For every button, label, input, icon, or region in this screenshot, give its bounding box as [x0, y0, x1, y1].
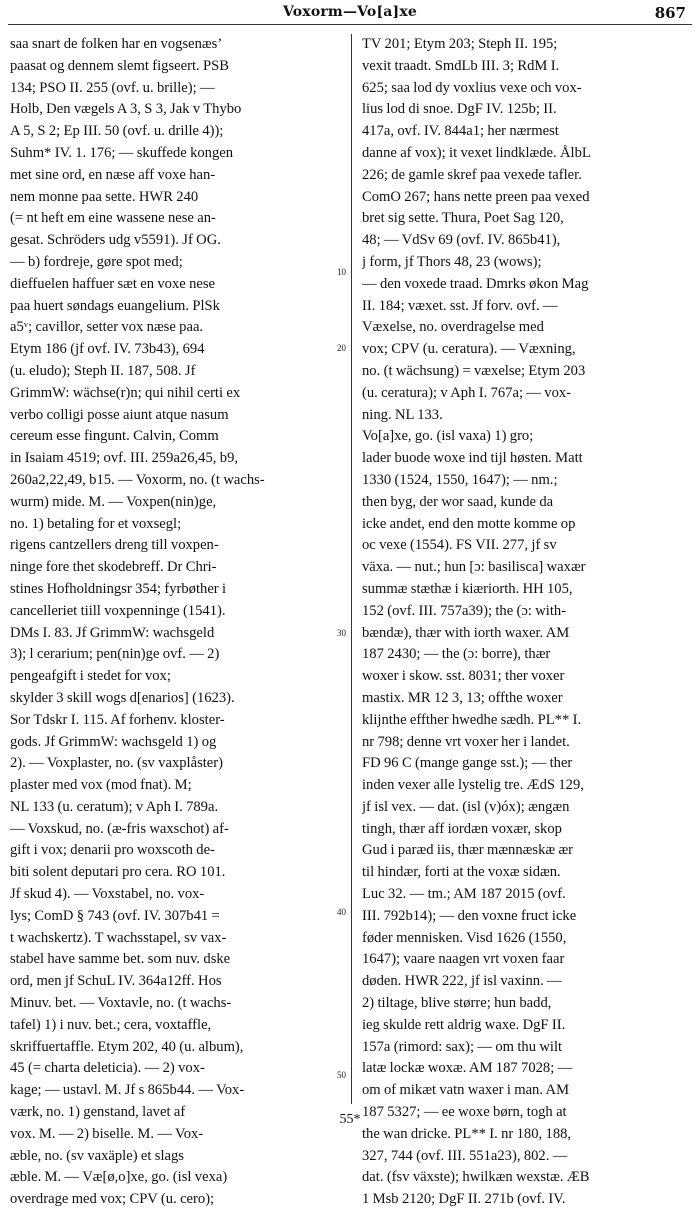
- text-line: pengeafgift i stedet for vox;: [10, 668, 171, 685]
- text-line: Luc 32. — tm.; AM 187 2015 (ovf.: [362, 886, 566, 903]
- text-line: 1 Msb 2120; DgF II. 271b (ovf. IV.: [362, 1191, 566, 1208]
- text-line: saa snart de folken har en vogsenæs’: [10, 36, 223, 52]
- text-line: bret sig sette. Thura, Poet Sag 120,: [362, 210, 564, 227]
- text-line: vox; CPV (u. ceratura). — Væxning,: [362, 341, 576, 358]
- text-line: mastix. MR 12 3, 13; offthe woxer: [362, 689, 563, 706]
- text-line: a5ᵛ; cavillor, setter vox næse paa.: [10, 319, 204, 336]
- text-line: lius lod di snoe. DgF IV. 125b; II.: [362, 101, 557, 118]
- text-line: cancelleriet tiill voxpenninge (1541).: [10, 602, 226, 619]
- text-line: icke andet, end den motte komme op: [362, 515, 576, 532]
- text-line: gesat. Schröders udg v5591). Jf OG.: [10, 232, 221, 249]
- text-line: II. 184; væxet. sst. Jf forv. ovf. —: [362, 297, 558, 314]
- text-line: 625; saa lod dy voxlius vexe och vox-: [362, 79, 582, 96]
- text-line: Vo[a]xe, go. (isl vaxa) 1) gro;: [362, 428, 534, 445]
- text-line: oc vexe (1554). FS VII. 277, jf sv: [362, 537, 557, 554]
- text-line: ord, men jf SchuL IV. 364a12ff. Hos: [10, 973, 222, 990]
- text-line: skriffuertaffle. Etym 202, 40 (u. album),: [10, 1038, 244, 1055]
- text-line: føder mennisken. Visd 1626 (1550,: [362, 929, 567, 946]
- text-line: lys; ComD § 743 (ovf. IV. 307b41 =: [10, 907, 220, 924]
- text-line: nem monne paa sette. HWR 240: [10, 188, 199, 205]
- text-line: (= nt heft em eine wassene nese an-: [10, 210, 216, 227]
- text-line: NL 133 (u. ceratum); v Aph I. 789a.: [10, 798, 219, 815]
- text-line: Suhm* IV. 1. 176; — skuffede kongen: [10, 144, 234, 161]
- text-line: tingh, thær aff iordæn voxær, skop: [362, 820, 562, 837]
- text-line: kage; — ustavl. M. Jf s 865b44. — Vox-: [10, 1082, 245, 1099]
- text-line: 48; — VdSv 69 (ovf. IV. 865b41),: [362, 232, 561, 249]
- text-line: ninge fore thet skodebreff. Dr Chri-: [10, 559, 217, 576]
- text-line: (u. eludo); Steph II. 187, 508. Jf: [10, 362, 196, 379]
- text-line: biti solent deputari pro cera. RO 101.: [10, 864, 226, 881]
- text-line: bændæ), thær with iorth waxer. AM: [362, 624, 570, 641]
- text-line: t wachskertz). T wachsstapel, sv vax-: [10, 929, 227, 946]
- text-line: woxer i skow. sst. 8031; ther voxer: [362, 668, 565, 685]
- line-number-30: 30: [337, 628, 346, 638]
- text-line: ComO 267; hans nette preen paa vexed: [362, 188, 590, 205]
- text-line: the wan dricke. PL** I. nr 180, 188,: [362, 1125, 572, 1142]
- text-line: paa huert søndags euangelium. PlSk: [10, 297, 220, 314]
- header-rule: [8, 24, 692, 25]
- text-line: jf isl vex. — dat. (isl (v)óx); ængæn: [362, 798, 570, 815]
- text-line: til hindær, forti at the voxæ sidæn.: [362, 864, 561, 881]
- text-line: Minuv. bet. — Voxtavle, no. (t wachs-: [10, 995, 232, 1012]
- text-line: 417a, ovf. IV. 844a1; her nærmest: [362, 123, 559, 140]
- text-line: døden. HWR 222, jf isl vaxinn. —: [362, 973, 562, 990]
- text-line: — Voxskud, no. (æ-fris waxschot) af-: [10, 820, 229, 837]
- text-line: Jf skud 4). — Voxstabel, no. vox-: [10, 886, 205, 903]
- line-number-20: 20: [337, 343, 346, 353]
- text-line: Etym 186 (jf ovf. IV. 73b43), 694: [10, 341, 205, 358]
- text-line: ning. NL 133.: [362, 406, 443, 423]
- text-line: DMs I. 83. Jf GrimmW: wachsgeld: [10, 624, 215, 641]
- line-number-40: 40: [337, 907, 346, 917]
- line-number-50: 50: [337, 1070, 346, 1080]
- signature-mark: 55*: [339, 1112, 361, 1127]
- text-line: j form, jf Thors 48, 23 (wows);: [362, 253, 542, 270]
- column-divider: [351, 34, 352, 1104]
- text-line: no. (t wächsung) = væxelse; Etym 203: [362, 362, 586, 379]
- text-line: danne af vox); it vexet lindklæde. ÅlbL: [362, 144, 591, 161]
- text-line: 187 2430; — the (ɔ: borre), thær: [362, 646, 551, 663]
- text-line: stines Hofholdningsr 354; fyrbøther i: [10, 580, 227, 597]
- text-line: plaster med vox (mod fnat). M;: [10, 777, 192, 794]
- right-column: [362, 34, 692, 1211]
- text-line: om of mikæt vatn waxer i man. AM: [362, 1082, 570, 1099]
- text-line: tafel) 1) i nuv. bet.; cera, voxtaffle,: [10, 1016, 212, 1033]
- running-header: [0, 0, 700, 28]
- text-line: ieg skulde rett aldrig waxe. DgF II.: [362, 1016, 566, 1033]
- text-line: 1330 (1524, 1550, 1647); — nm.;: [362, 471, 558, 488]
- text-line: rigens cantzellers dreng till voxpen-: [10, 537, 219, 554]
- text-line: III. 792b14); — den voxne fruct icke: [362, 907, 577, 924]
- text-line: TV 201; Etym 203; Steph II. 195;: [362, 36, 558, 52]
- text-line: nr 798; denne vrt voxer her i landet.: [362, 733, 570, 750]
- text-line: lader buode woxe ind tijl høsten. Matt: [362, 450, 583, 467]
- text-line: GrimmW: wächse(r)n; qui nihil certi ex: [10, 384, 241, 401]
- text-line: 45 (= charta deleticia). — 2) vox-: [10, 1060, 205, 1077]
- text-line: dieffuelen haffuer sæt en voxe nese: [10, 275, 216, 292]
- text-line: summæ stæthæ i kiæriorth. HH 105,: [362, 580, 573, 597]
- text-line: 2). — Voxplaster, no. (sv vaxplåster): [10, 755, 224, 772]
- text-line: gods. Jf GrimmW: wachsgeld 1) og: [10, 733, 217, 750]
- line-number-10: 10: [337, 267, 346, 277]
- text-line: FD 96 C (mange gange sst.); — ther: [362, 755, 573, 772]
- text-line: overdrage med vox; CPV (u. cero);: [10, 1191, 215, 1208]
- text-line: 226; de gamle skref paa vexede tafler.: [362, 166, 582, 183]
- text-line: Sor Tdskr I. 115. Af forhenv. kloster-: [10, 711, 225, 728]
- text-line: dat. (fsv växste); hwilkæn wexstæ. ÆB: [362, 1169, 590, 1186]
- page-number: 867: [654, 4, 686, 22]
- text-line: (u. ceratura); v Aph I. 767a; — vox-: [362, 384, 572, 401]
- text-line: 152 (ovf. III. 757a39); the (ɔ: with-: [362, 602, 567, 619]
- left-column: [10, 34, 334, 1211]
- text-line: 3); l cerarium; pen(nin)ge ovf. — 2): [10, 646, 220, 663]
- text-line: Holb, Den vægels A 3, S 3, Jak v Thybo: [10, 101, 242, 118]
- text-line: skylder 3 skill wogs d[enarios] (1623).: [10, 689, 235, 706]
- text-line: gift i vox; denarii pro woxscoth de-: [10, 842, 215, 859]
- text-line: A 5, S 2; Ep III. 50 (ovf. u. drille 4));: [10, 123, 224, 140]
- text-line: Væxelse, no. overdragelse med: [362, 319, 544, 336]
- text-line: stabel have samme bet. som nuv. dske: [10, 951, 231, 968]
- text-line: in Isaiam 4519; ovf. III. 259a26,45, b9,: [10, 450, 239, 467]
- text-line: met sine ord, en næse aff voxe han-: [10, 166, 216, 183]
- text-line: æble. M. — Væ[ø,o]xe, go. (isl vexa): [10, 1169, 228, 1186]
- text-line: no. 1) betaling for et voxsegl;: [10, 515, 182, 532]
- text-line: 1647); vaare naagen vrt voxen faar: [362, 951, 565, 968]
- text-line: værk, no. 1) genstand, lavet af: [10, 1104, 186, 1121]
- text-line: 157a (rimord: sax); — om thu wilt: [362, 1038, 563, 1055]
- text-line: 260a2,22,49, b15. — Voxorm, no. (t wachs-: [10, 471, 265, 488]
- text-line: latæ lockæ woxæ. AM 187 7028; —: [362, 1060, 573, 1077]
- text-line: 327, 744 (ovf. III. 551a23), 802. —: [362, 1147, 568, 1164]
- text-line: vexit traadt. SmdLb III. 3; RdM I.: [362, 57, 560, 74]
- text-line: växa. — nut.; hun [ɔ: basilisca] waxær: [362, 559, 586, 576]
- text-line: wurm) mide. M. — Voxpen(nin)ge,: [10, 493, 217, 510]
- text-line: klijnthe effther hwedhe sædh. PL** I.: [362, 711, 582, 728]
- text-line: — den voxede traad. Dmrks økon Mag: [362, 275, 589, 292]
- text-line: — b) fordreje, gøre spot med;: [10, 253, 183, 270]
- text-line: verbo colligi posse aiunt atque nasum: [10, 406, 229, 423]
- text-line: 187 5327; — ee woxe børn, togh at: [362, 1104, 567, 1121]
- text-line: paasat og dennem slemt figseert. PSB: [10, 57, 229, 74]
- text-line: vox. M. — 2) biselle. M. — Vox-: [10, 1125, 204, 1142]
- text-line: 2) tiltage, blive større; hun badd,: [362, 995, 552, 1012]
- text-line: cereum esse fingunt. Calvin, Comm: [10, 428, 219, 445]
- header-title: Voxorm—Vo[a]xe: [282, 4, 418, 20]
- text-line: 134; PSO II. 255 (ovf. u. brille); —: [10, 79, 215, 96]
- text-line: then byg, der wor saad, kunde da: [362, 493, 554, 510]
- text-line: æble, no. (sv vaxäple) et slags: [10, 1147, 184, 1164]
- text-line: Gud i paræd iis, thær mænnæskæ ær: [362, 842, 574, 859]
- text-line: inden vexer alle lystelig tre. ÆdS 129,: [362, 777, 584, 794]
